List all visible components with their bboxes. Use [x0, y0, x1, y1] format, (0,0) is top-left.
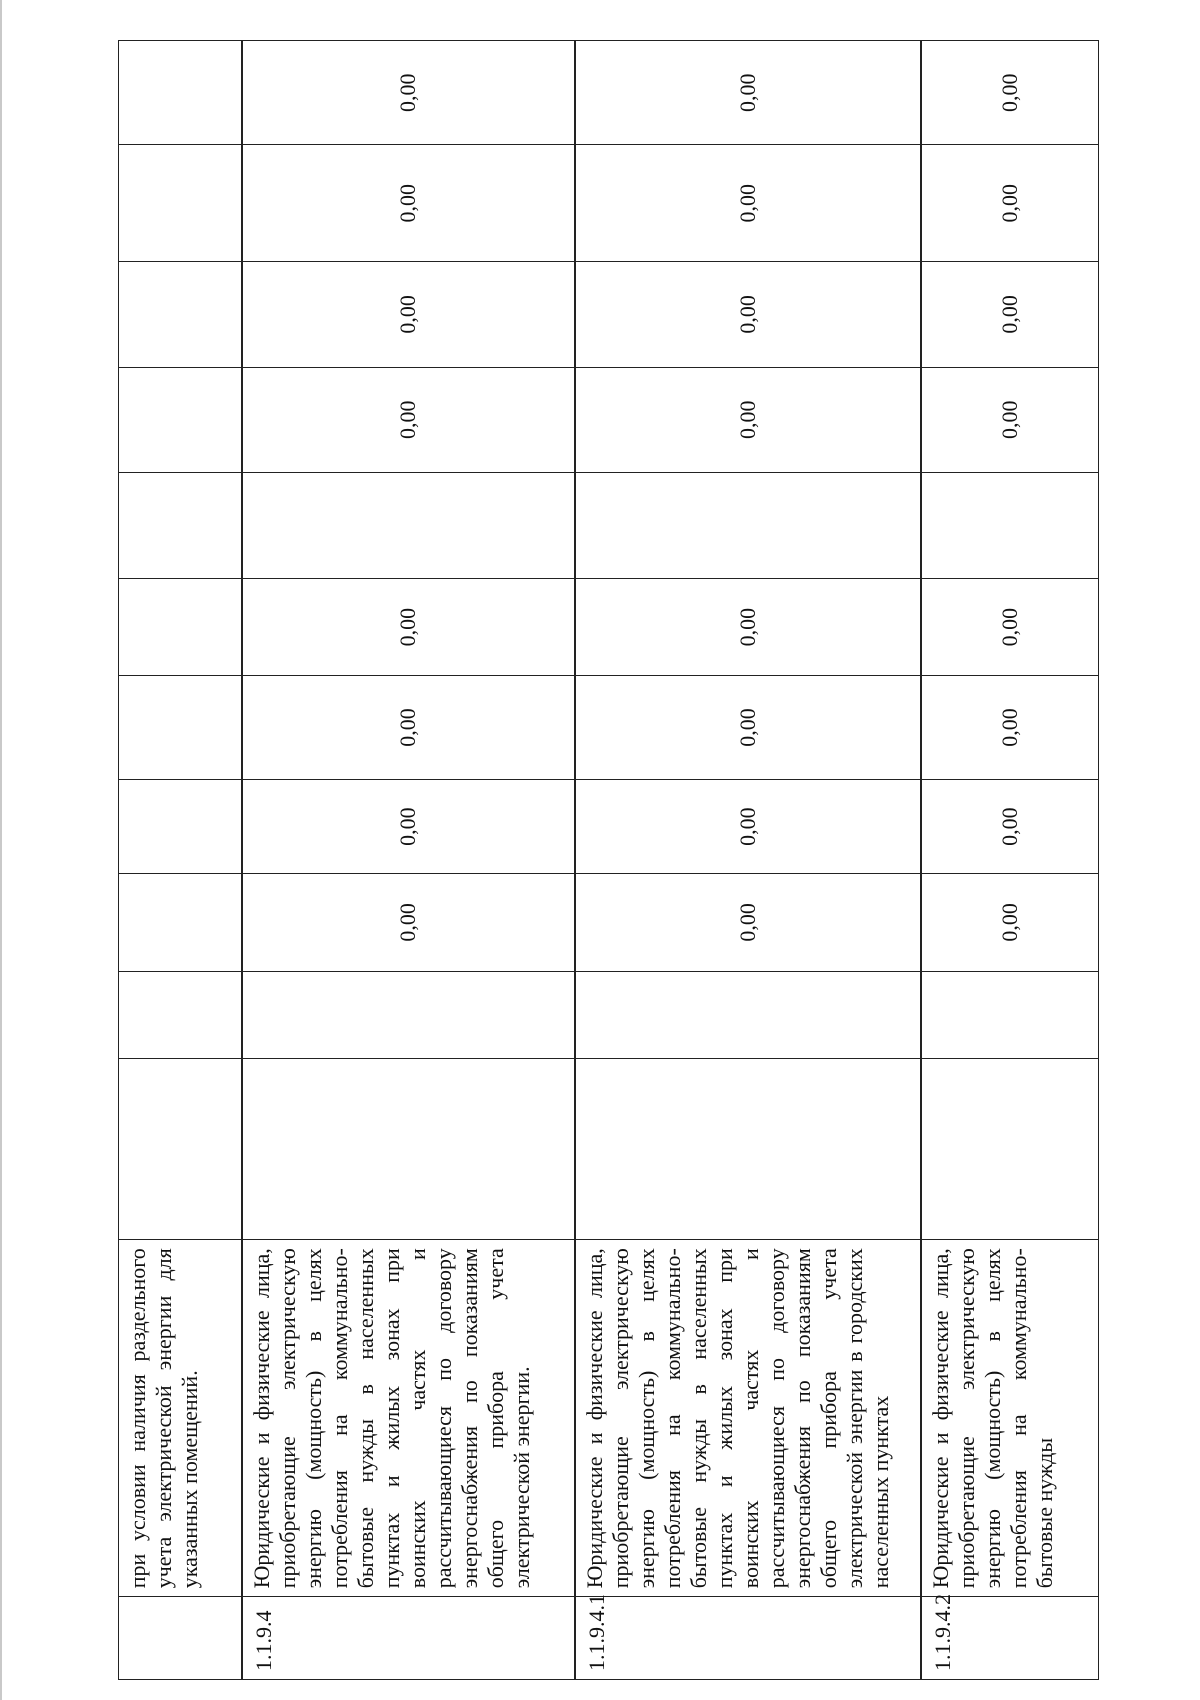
value-cell: [119, 41, 242, 145]
value-cell: 0,00: [575, 874, 921, 971]
value-cell: 0,00: [242, 145, 575, 262]
value-cell: [119, 1058, 242, 1239]
value-cell: [119, 262, 242, 367]
table-row: [575, 41, 921, 1680]
value-cell: 0,00: [242, 780, 575, 874]
value-cell: [575, 472, 921, 579]
rotated-table-frame: [118, 40, 1100, 1683]
table-row: [242, 41, 575, 1680]
row-code: 1.1.9.4: [242, 1597, 575, 1680]
value-cell: 0,00: [242, 675, 575, 779]
value-cell: [119, 472, 242, 579]
value-cell: [119, 780, 242, 874]
value-cell: 0,00: [242, 41, 575, 145]
table-row: [119, 41, 242, 1680]
value-cell: 0,00: [921, 675, 1099, 779]
value-cell: 0,00: [921, 145, 1099, 262]
rotated-table-content: [118, 40, 1098, 1680]
row-description: Юридические и физические лица, приобретающие электрическую энергию (мощность) в целях потребления на коммунально-бытовые нужды в населенных пунктах и жилых зонах при воинских частях и рассчитывающиеся по договору энергоснабжения по показаниям общего прибора учета электрической энергии.: [242, 1240, 575, 1597]
value-cell: 0,00: [921, 780, 1099, 874]
row-code: 1.1.9.4.2: [921, 1597, 1099, 1680]
value-cell: [119, 971, 242, 1058]
value-cell: 0,00: [575, 41, 921, 145]
tariff-table: [118, 40, 1099, 1680]
value-cell: 0,00: [575, 579, 921, 675]
value-cell: [242, 1058, 575, 1239]
row-code: [119, 1597, 242, 1680]
value-cell: [119, 675, 242, 779]
table-row: [921, 41, 1099, 1680]
value-cell: [575, 971, 921, 1058]
value-cell: [242, 472, 575, 579]
value-cell: [921, 971, 1099, 1058]
row-description: Юридические и физические лица, приобретающие электрическую энергию (мощность) в целях потребления на коммунально-бытовые нужды в населенных пунктах и жилых зонах при воинских частях и рассчитывающиеся по договору энергоснабжения по показаниям общего прибора учета электрической энергии в городских населенных пунктах: [575, 1240, 921, 1597]
value-cell: [119, 367, 242, 472]
value-cell: [119, 145, 242, 262]
value-cell: [119, 579, 242, 675]
value-cell: 0,00: [575, 262, 921, 367]
value-cell: 0,00: [242, 579, 575, 675]
value-cell: 0,00: [242, 367, 575, 472]
scan-edge-line: [0, 0, 2, 1700]
value-cell: [921, 1058, 1099, 1239]
value-cell: 0,00: [921, 41, 1099, 145]
value-cell: [575, 1058, 921, 1239]
value-cell: [921, 472, 1099, 579]
value-cell: 0,00: [921, 579, 1099, 675]
value-cell: 0,00: [575, 145, 921, 262]
value-cell: 0,00: [575, 780, 921, 874]
row-description: при условии наличия раздельного учета электрической энергии для указанных помещений.: [119, 1240, 242, 1597]
row-code: 1.1.9.4.1: [575, 1597, 921, 1680]
row-description: Юридические и физические лица, приобретающие электрическую энергию (мощность) в целях потребления на коммунально-бытовые нужды: [921, 1240, 1099, 1597]
value-cell: 0,00: [575, 367, 921, 472]
value-cell: 0,00: [921, 367, 1099, 472]
value-cell: 0,00: [242, 262, 575, 367]
value-cell: 0,00: [921, 874, 1099, 971]
value-cell: [242, 971, 575, 1058]
value-cell: 0,00: [575, 675, 921, 779]
value-cell: 0,00: [921, 262, 1099, 367]
value-cell: 0,00: [242, 874, 575, 971]
value-cell: [119, 874, 242, 971]
